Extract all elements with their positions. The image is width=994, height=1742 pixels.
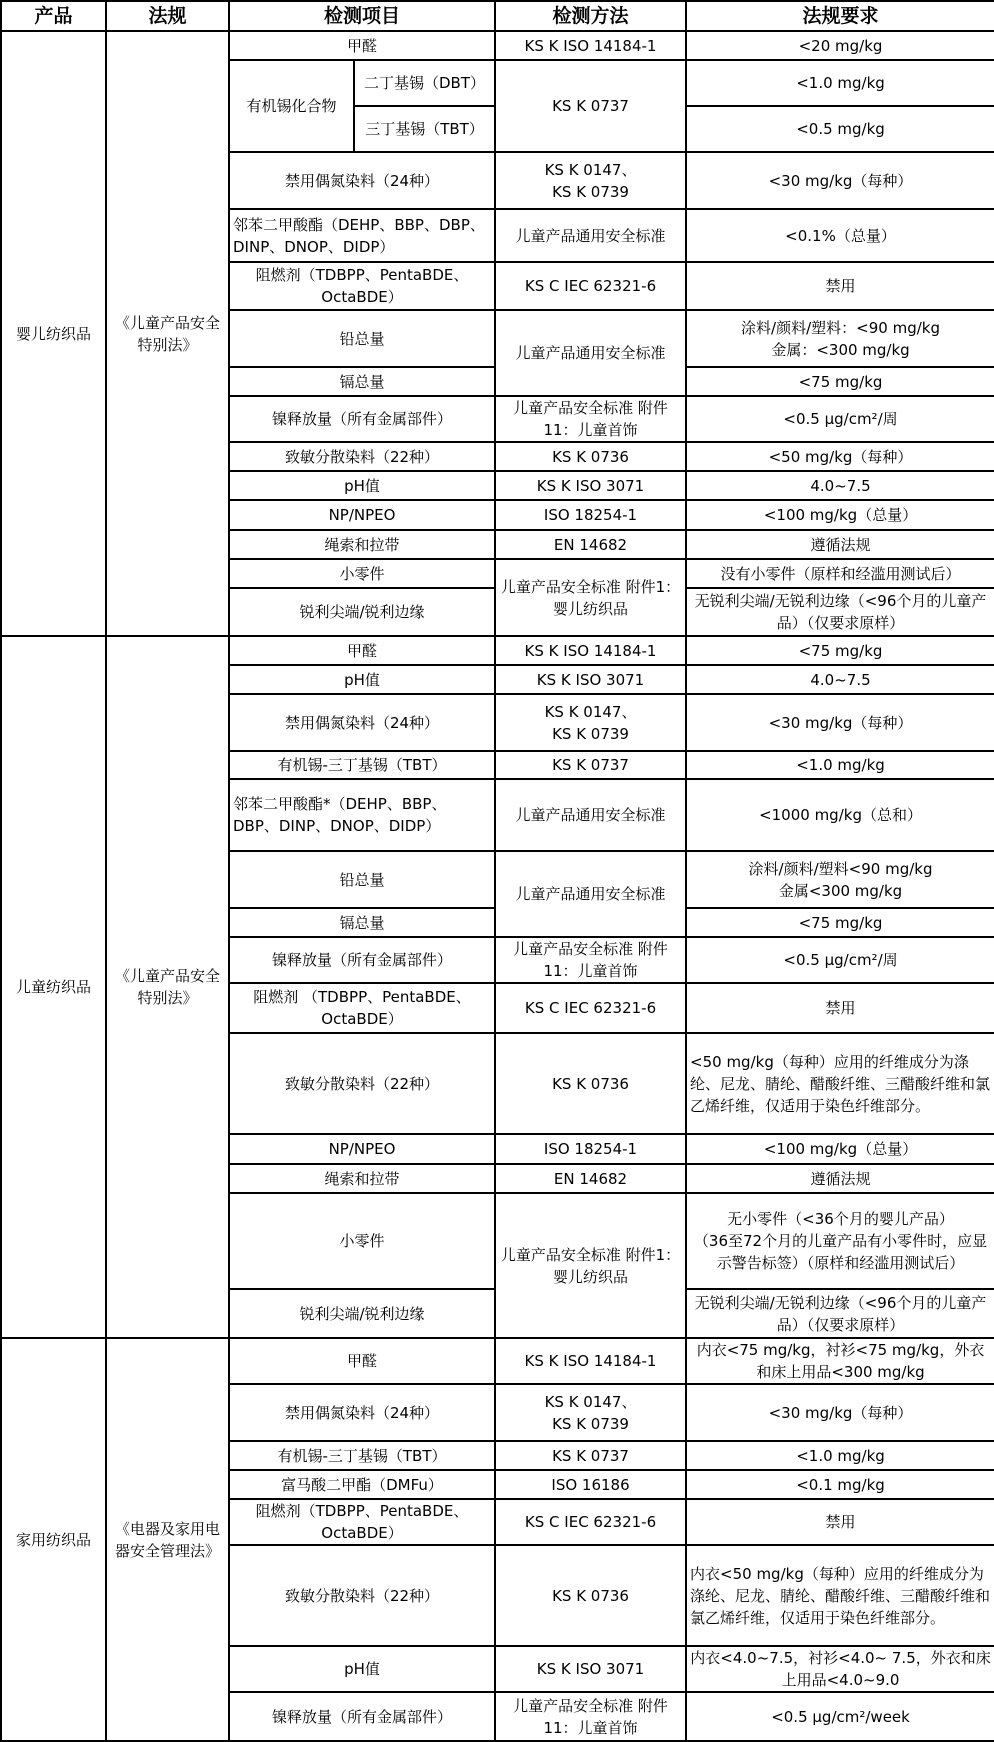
test-method-cell: KS K 0737 xyxy=(495,1441,686,1470)
requirement-cell: 内衣<4.0~7.5，衬衫<4.0~ 7.5，外衣和床上用品<4.0~9.0 xyxy=(686,1646,994,1692)
test-method-cell: KS K 0147、 KS K 0739 xyxy=(495,152,686,209)
table-row xyxy=(1,31,994,60)
test-item-cell: 有机锡-三丁基锡（TBT） xyxy=(229,751,495,779)
test-item-cell: 小零件 xyxy=(229,559,495,588)
test-item-cell: 禁用偶氮染料（24种） xyxy=(229,152,495,209)
test-item-cell: 锐利尖端/锐利边缘 xyxy=(229,1289,495,1338)
requirement-cell: <1.0 mg/kg xyxy=(686,751,994,779)
requirement-cell: <0.1 mg/kg xyxy=(686,1470,994,1499)
test-method-cell: KS C IEC 62321-6 xyxy=(495,262,686,310)
test-item-cell: 铅总量 xyxy=(229,851,495,908)
test-item-cell: 致敏分散染料（22种） xyxy=(229,1545,495,1646)
header-regulation: 法规 xyxy=(106,1,229,31)
requirement-cell: <50 mg/kg（每种）应用的纤维成分为涤纶、尼龙、腈纶、醋酸纤维、三醋酸纤维和氯乙烯纤维，仅适用于染色纤维部分。 xyxy=(686,1033,994,1134)
test-item-cell: 镍释放量（所有金属部件） xyxy=(229,1692,495,1741)
test-method-cell: KS K 0736 xyxy=(495,1033,686,1134)
requirement-cell: <20 mg/kg xyxy=(686,31,994,60)
requirement-cell: <1.0 mg/kg xyxy=(686,60,994,106)
test-method-cell: ISO 16186 xyxy=(495,1470,686,1499)
test-method-cell: KS K 0737 xyxy=(495,751,686,779)
test-item-cell: NP/NPEO xyxy=(229,500,495,530)
requirement-cell: <30 mg/kg（每种） xyxy=(686,152,994,209)
test-method-cell: KS K ISO 3071 xyxy=(495,665,686,694)
test-method-cell: KS K 0737 xyxy=(495,60,686,152)
requirement-cell: <100 mg/kg（总量） xyxy=(686,500,994,530)
requirement-cell: 遵循法规 xyxy=(686,530,994,559)
test-method-cell: EN 14682 xyxy=(495,1164,686,1193)
test-item-cell: 甲醛 xyxy=(229,1338,495,1384)
test-method-cell: KS K ISO 14184-1 xyxy=(495,1338,686,1384)
requirement-cell: 遵循法规 xyxy=(686,1164,994,1193)
test-item-cell: 小零件 xyxy=(229,1193,495,1289)
requirement-cell: <100 mg/kg（总量） xyxy=(686,1134,994,1164)
test-method-cell: KS K ISO 3071 xyxy=(495,1646,686,1692)
requirement-cell: 内衣<50 mg/kg（每种）应用的纤维成分为涤纶、尼龙、腈纶、醋酸纤维、三醋酸纤维和氯乙烯纤维，仅适用于染色纤维部分。 xyxy=(686,1545,994,1646)
test-method-cell: EN 14682 xyxy=(495,530,686,559)
test-item-cell: 铅总量 xyxy=(229,310,495,367)
test-method-cell: 儿童产品通用安全标准 xyxy=(495,209,686,262)
requirement-cell: <0.5 μg/cm²/周 xyxy=(686,937,994,983)
test-method-cell: KS K ISO 14184-1 xyxy=(495,636,686,665)
test-method-cell: KS K 0147、 KS K 0739 xyxy=(495,1384,686,1441)
test-item-cell: 绳索和拉带 xyxy=(229,530,495,559)
regulation-cell: 《儿童产品安全特别法》 xyxy=(106,31,229,636)
test-method-cell: KS K ISO 3071 xyxy=(495,471,686,500)
test-method-cell: 儿童产品安全标准 附件11：儿童首饰 xyxy=(495,937,686,983)
test-item-sub-cell: 二丁基锡（DBT） xyxy=(354,60,495,106)
regulation-cell: 《儿童产品安全特别法》 xyxy=(106,636,229,1338)
test-method-cell: KS K 0736 xyxy=(495,1545,686,1646)
requirement-cell: <75 mg/kg xyxy=(686,908,994,937)
product-cell: 儿童纺织品 xyxy=(1,636,106,1338)
requirement-cell: <0.1%（总量） xyxy=(686,209,994,262)
table-body xyxy=(1,31,994,1741)
test-item-cell: 镉总量 xyxy=(229,367,495,396)
requirement-cell: 没有小零件（原样和经滥用测试后） xyxy=(686,559,994,588)
test-item-cell: 致敏分散染料（22种） xyxy=(229,1033,495,1134)
requirement-cell: 无锐利尖端/无锐利边缘（<96个月的儿童产品）（仅要求原样） xyxy=(686,1289,994,1338)
requirement-cell: 4.0~7.5 xyxy=(686,665,994,694)
header-row xyxy=(1,1,994,31)
requirement-cell: <75 mg/kg xyxy=(686,636,994,665)
requirement-cell: 无小零件（<36个月的婴儿产品） （36至72个月的儿童产品有小零件时，应显示警告标签）（原样和经滥用测试后） xyxy=(686,1193,994,1289)
test-item-cell: 甲醛 xyxy=(229,31,495,60)
test-method-cell: KS K 0736 xyxy=(495,442,686,471)
test-item-cell: 阻燃剂（TDBPP、PentaBDE、OctaBDE） xyxy=(229,262,495,310)
requirement-cell: <0.5 mg/kg xyxy=(686,106,994,152)
test-method-cell: ISO 18254-1 xyxy=(495,500,686,530)
requirement-cell: 禁用 xyxy=(686,1499,994,1545)
requirement-cell: 4.0~7.5 xyxy=(686,471,994,500)
test-item-sub-cell: 三丁基锡（TBT） xyxy=(354,106,495,152)
requirement-cell: <50 mg/kg（每种） xyxy=(686,442,994,471)
requirement-cell: 内衣<75 mg/kg，衬衫<75 mg/kg，外衣和床上用品<300 mg/kg xyxy=(686,1338,994,1384)
product-cell: 婴儿纺织品 xyxy=(1,31,106,636)
test-item-cell: 阻燃剂 （TDBPP、PentaBDE、OctaBDE） xyxy=(229,983,495,1033)
table-row xyxy=(1,1338,994,1384)
test-method-cell: 儿童产品安全标准 附件1：婴儿纺织品 xyxy=(495,559,686,636)
test-item-group-cell: 有机锡化合物 xyxy=(229,60,354,152)
regulation-cell: 《电器及家用电器安全管理法》 xyxy=(106,1338,229,1741)
requirement-cell: <1000 mg/kg（总和） xyxy=(686,779,994,851)
test-item-cell: pH值 xyxy=(229,665,495,694)
requirement-cell: <1.0 mg/kg xyxy=(686,1441,994,1470)
test-item-cell: 致敏分散染料（22种） xyxy=(229,442,495,471)
test-method-cell: 儿童产品安全标准 附件11：儿童首饰 xyxy=(495,396,686,442)
test-item-cell: 甲醛 xyxy=(229,636,495,665)
test-method-cell: KS C IEC 62321-6 xyxy=(495,1499,686,1545)
requirement-cell: 禁用 xyxy=(686,262,994,310)
requirement-cell: <30 mg/kg（每种） xyxy=(686,1384,994,1441)
header-test-method: 检测方法 xyxy=(495,1,686,31)
test-method-cell: 儿童产品通用安全标准 xyxy=(495,310,686,396)
test-method-cell: ISO 18254-1 xyxy=(495,1134,686,1164)
requirement-cell: <30 mg/kg（每种） xyxy=(686,694,994,751)
test-method-cell: 儿童产品安全标准 附件1：婴儿纺织品 xyxy=(495,1193,686,1338)
test-item-cell: NP/NPEO xyxy=(229,1134,495,1164)
test-method-cell: KS K 0147、 KS K 0739 xyxy=(495,694,686,751)
test-item-cell: 绳索和拉带 xyxy=(229,1164,495,1193)
test-item-cell: 镍释放量（所有金属部件） xyxy=(229,937,495,983)
test-item-cell: pH值 xyxy=(229,1646,495,1692)
header-product: 产品 xyxy=(1,1,106,31)
requirement-cell: 禁用 xyxy=(686,983,994,1033)
test-item-cell: 禁用偶氮染料（24种） xyxy=(229,1384,495,1441)
test-item-cell: 邻苯二甲酸酯*（DEHP、BBP、DBP、DINP、DNOP、DIDP） xyxy=(229,779,495,851)
test-method-cell: 儿童产品通用安全标准 xyxy=(495,779,686,851)
product-cell: 家用纺织品 xyxy=(1,1338,106,1741)
test-item-cell: 有机锡-三丁基锡（TBT） xyxy=(229,1441,495,1470)
test-method-cell: KS K ISO 14184-1 xyxy=(495,31,686,60)
test-method-cell: 儿童产品通用安全标准 xyxy=(495,851,686,937)
header-test-item: 检测项目 xyxy=(229,1,495,31)
test-item-cell: 锐利尖端/锐利边缘 xyxy=(229,588,495,636)
requirement-cell: 涂料/颜料/塑料：<90 mg/kg 金属：<300 mg/kg xyxy=(686,310,994,367)
test-item-cell: 禁用偶氮染料（24种） xyxy=(229,694,495,751)
requirement-cell: <0.5 μg/cm²/周 xyxy=(686,396,994,442)
test-method-cell: 儿童产品安全标准 附件11：儿童首饰 xyxy=(495,1692,686,1741)
test-item-cell: 镍释放量（所有金属部件） xyxy=(229,396,495,442)
test-item-cell: 阻燃剂（TDBPP、PentaBDE、OctaBDE） xyxy=(229,1499,495,1545)
test-item-cell: pH值 xyxy=(229,471,495,500)
requirement-cell: <75 mg/kg xyxy=(686,367,994,396)
test-method-cell: KS C IEC 62321-6 xyxy=(495,983,686,1033)
requirement-cell: 无锐利尖端/无锐利边缘（<96个月的儿童产品）（仅要求原样） xyxy=(686,588,994,636)
test-item-cell: 富马酸二甲酯（DMFu） xyxy=(229,1470,495,1499)
requirement-cell: <0.5 μg/cm²/week xyxy=(686,1692,994,1741)
test-item-cell: 镉总量 xyxy=(229,908,495,937)
test-item-cell: 邻苯二甲酸酯（DEHP、BBP、DBP、DINP、DNOP、DIDP） xyxy=(229,209,495,262)
requirement-cell: 涂料/颜料/塑料<90 mg/kg 金属<300 mg/kg xyxy=(686,851,994,908)
header-requirement: 法规要求 xyxy=(686,1,994,31)
table-row xyxy=(1,636,994,665)
